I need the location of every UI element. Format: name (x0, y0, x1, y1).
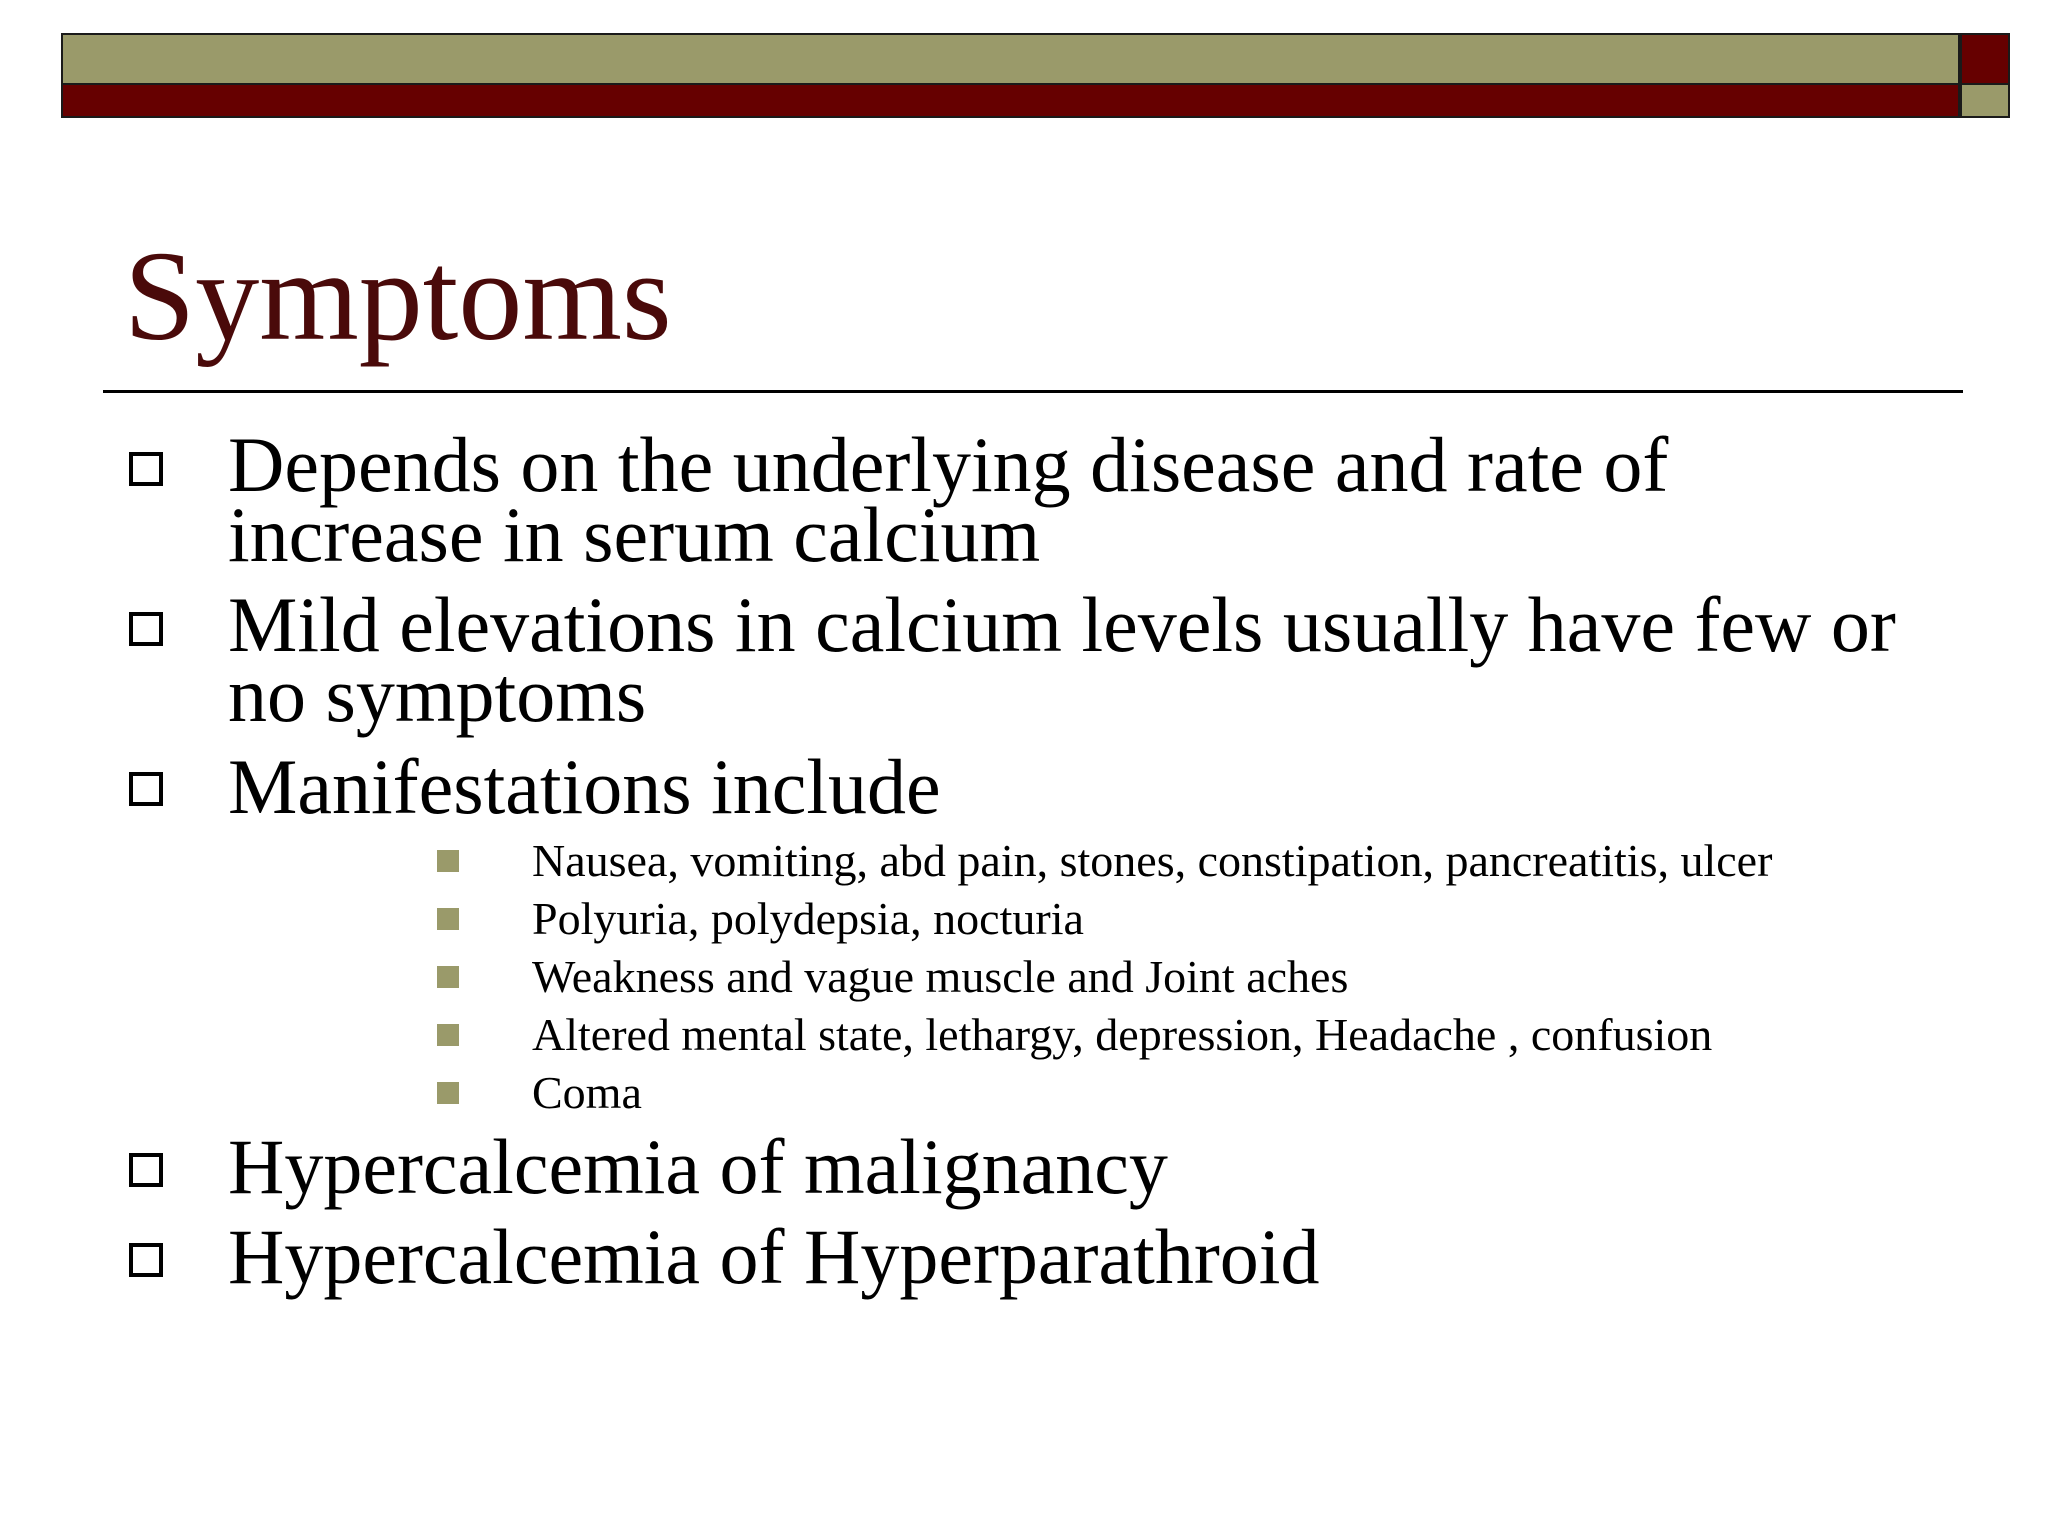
manifestation-item: Weakness and vague muscle and Joint aches (532, 951, 1349, 1002)
hollow-square-bullet-icon (129, 612, 163, 646)
bullet-underlying-disease: Depends on the underlying disease and rate of increase in serum calcium (228, 421, 1669, 578)
slide-title: Symptoms (124, 225, 672, 367)
hollow-square-bullet-icon (129, 1153, 163, 1187)
filled-square-bullet-icon (437, 1024, 459, 1046)
header-corner-olive (1960, 85, 2010, 118)
header-corner-red (1960, 33, 2010, 85)
filled-square-bullet-icon (437, 850, 459, 872)
hollow-square-bullet-icon (129, 1243, 163, 1277)
title-divider (103, 390, 1963, 393)
header-banner-red (61, 85, 1960, 118)
bullet-hypercalcemia-malignancy: Hypercalcemia of malignancy (228, 1123, 1168, 1210)
header-banner-olive (61, 33, 1960, 85)
manifestation-item: Altered mental state, lethargy, depression, Headache , confusion (532, 1009, 1713, 1060)
hollow-square-bullet-icon (129, 772, 163, 806)
bullet-hypercalcemia-hyperparathroid: Hypercalcemia of Hyperparathroid (228, 1213, 1320, 1300)
filled-square-bullet-icon (437, 966, 459, 988)
manifestation-item: Polyuria, polydepsia, nocturia (532, 893, 1084, 944)
bullet-mild-elevations: Mild elevations in calcium levels usually have few or no symptoms (228, 581, 1896, 738)
manifestation-item: Coma (532, 1067, 642, 1118)
hollow-square-bullet-icon (129, 452, 163, 486)
filled-square-bullet-icon (437, 1082, 459, 1104)
manifestation-item: Nausea, vomiting, abd pain, stones, constipation, pancreatitis, ulcer (532, 835, 1773, 886)
bullet-manifestations: Manifestations include (228, 743, 941, 830)
filled-square-bullet-icon (437, 908, 459, 930)
